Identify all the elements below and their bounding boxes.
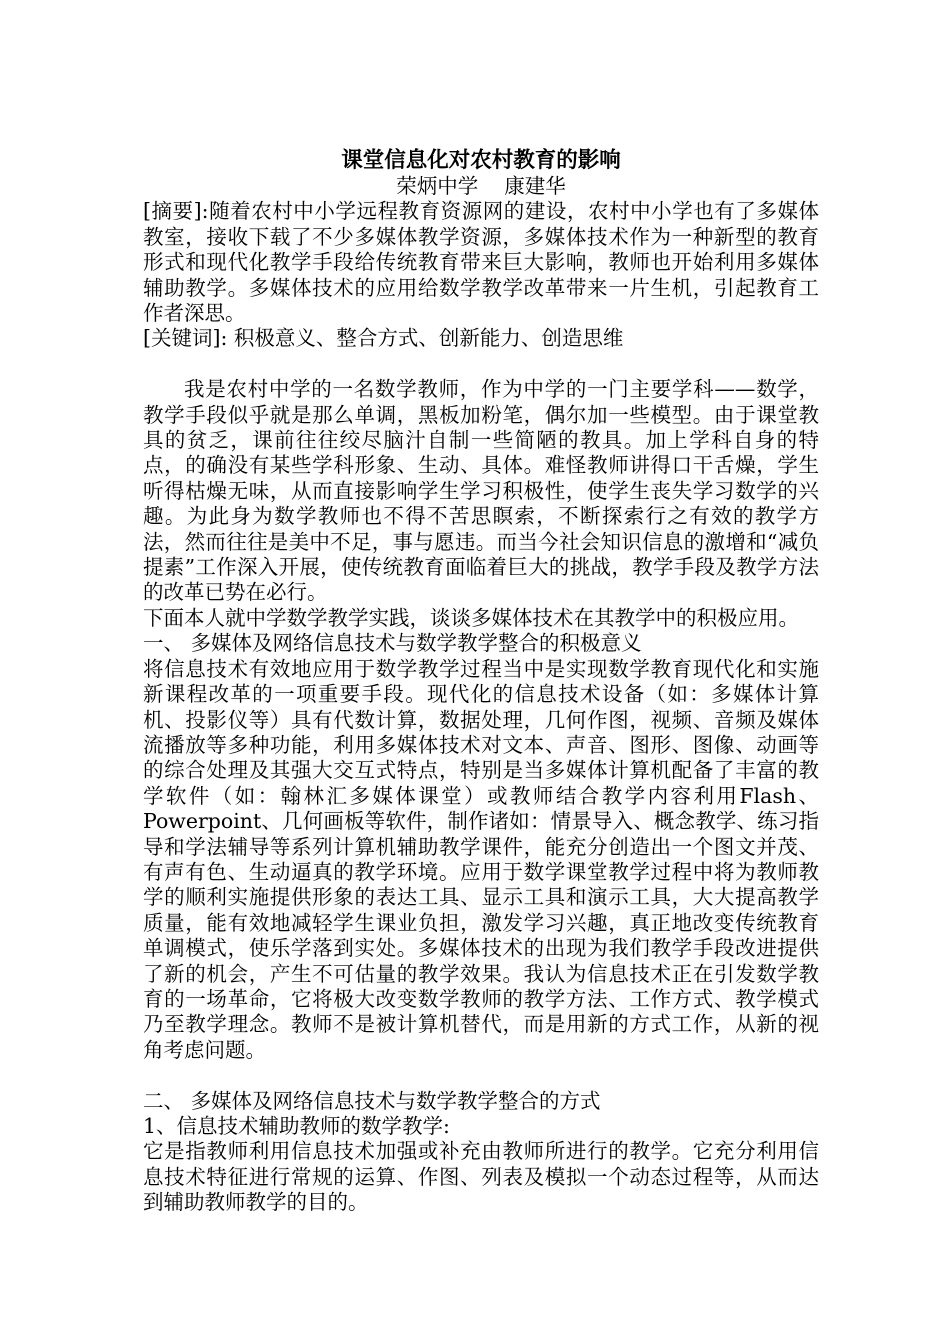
keywords-line: [关键词]: 积极意义、整合方式、创新能力、创造思维 [143, 326, 624, 351]
blank-line [143, 352, 819, 377]
section2-heading: 二、 多媒体及网络信息技术与数学教学整合的方式 [143, 1088, 601, 1113]
document-author: 荣炳中学 康建华 [396, 174, 566, 198]
blank-line [143, 1063, 819, 1088]
intro-paragraph: 我是农村中学的一名数学教师，作为中学的一门主要学科——数学，教学手段似乎就是那么单调，黑板加粉笔，偶尔加一些模型。由于课堂教具的贫乏，课前往往绞尽脑汁自制一些简陋的教具。加上学科自身的特点，的确没有某些学科形象、生动、具体。难怪教师讲得口干舌燥，学生听得枯燥无味，从而直接影响学生学习积极性，使学生丧失学习数学的兴趣。为此身为数学教师也不得不苦思瞑索，不断探索行之有效的教学方法，然而往往是美中不足，事与愿违。而当今社会知识信息的激增和“减负提素”工作深入开展，使传统教育面临着巨大的挑战，教学手段及教学方法的改革已势在必行。 [143, 377, 819, 605]
abstract-paragraph: [摘要]:随着农村中小学远程教育资源网的建设，农村中小学也有了多媒体教室，接收下载了不少多媒体教学资源，多媒体技术作为一种新型的教育形式和现代化教学手段给传统教育带来巨大影响，教师也开始利用多媒体辅助教学。多媒体技术的应用给数学教学改革带来一片生机，引起教育工作者深思。 [143, 199, 819, 326]
document-body [143, 148, 819, 1216]
section1-body: 将信息技术有效地应用于数学教学过程当中是实现数学教育现代化和实施新课程改革的一项重要手段。现代化的信息技术设备（如：多媒体计算机、投影仪等）具有代数计算，数据处理，几何作图，视频、音频及媒体流播放等多种功能，利用多媒体技术对文本、声音、图形、图像、动画等的综合处理及其强大交互式特点，特别是当多媒体计算机配备了丰富的教学软件（如：翰林汇多媒体课堂）或教师结合教学内容利用Flash、Powerpoint、几何画板等软件，制作诸如：情景导入、概念教学、练习指导和学法辅导等系列计算机辅助教学课件，能充分创造出一个图文并茂、有声有色、生动逼真的教学环境。应用于数学课堂教学过程中将为教师教学的顺利实施提供形象的表达工具、显示工具和演示工具，大大提高教学质量，能有效地减轻学生课业负担，激发学习兴趣，真正地改变传统教育单调模式，使乐学落到实处。多媒体技术的出现为我们教学手段改进提供了新的机会，产生不可估量的教学效果。我认为信息技术正在引发数学教育的一场革命，它将极大改变数学教师的教学方法、工作方式、教学模式乃至教学理念。教师不是被计算机替代，而是用新的方式工作，从新的视角考虑问题。 [143, 656, 819, 1062]
document-title: 课堂信息化对农村教育的影响 [341, 148, 621, 173]
lead-in-paragraph: 下面本人就中学数学教学实践，谈谈多媒体技术在其教学中的积极应用。 [143, 605, 799, 630]
section2-subheading-1: 1、信息技术辅助教师的数学教学: [143, 1114, 450, 1138]
section2-sub1-body: 它是指教师利用信息技术加强或补充由教师所进行的教学。它充分利用信息技术特征进行常规的运算、作图、列表及模拟一个动态过程等，从而达到辅助教师教学的目的。 [143, 1139, 819, 1215]
section1-heading: 一、 多媒体及网络信息技术与数学教学整合的积极意义 [143, 631, 642, 656]
